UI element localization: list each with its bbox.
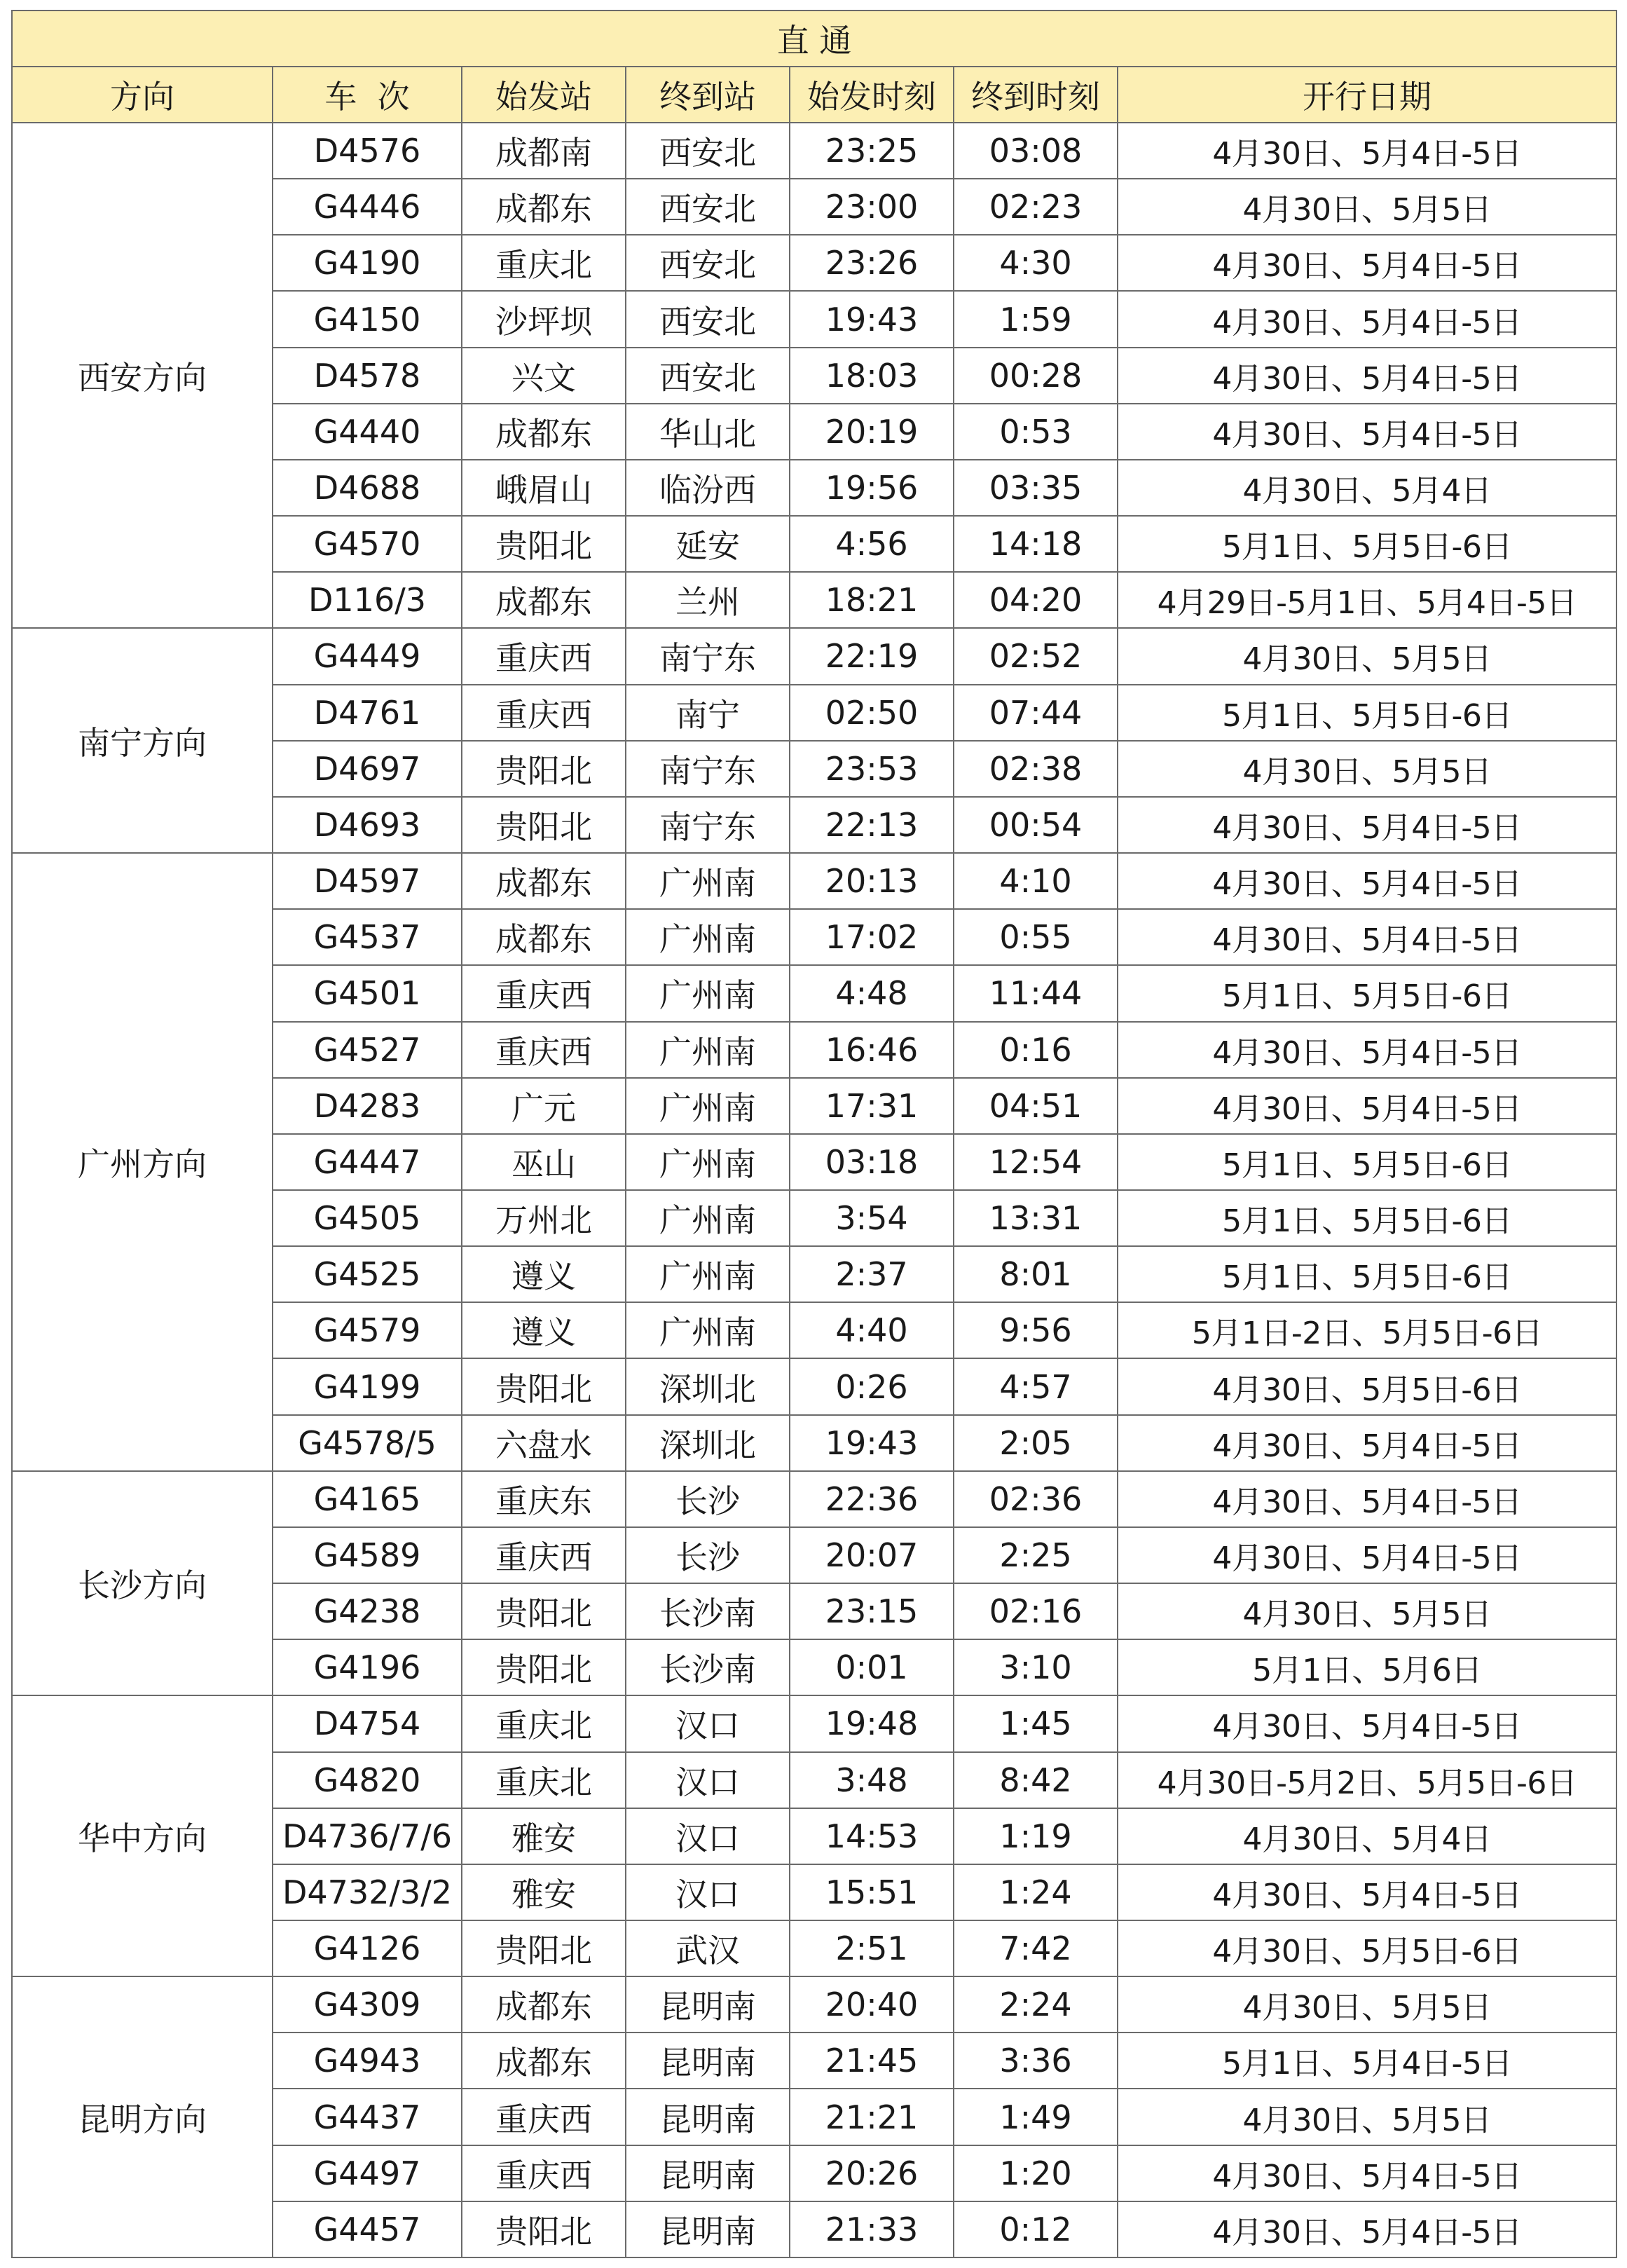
- origin-station-cell: 重庆北: [462, 1695, 626, 1751]
- departure-time-cell: 23:00: [790, 179, 954, 235]
- operating-dates-cell: 5月1日、5月4日-5日: [1118, 2033, 1616, 2089]
- destination-station-cell: 南宁东: [626, 628, 790, 684]
- destination-station-cell: 南宁: [626, 685, 790, 741]
- origin-station-cell: 成都南: [462, 123, 626, 179]
- table-header: [12, 11, 1616, 123]
- destination-station-cell: 广州南: [626, 1190, 790, 1246]
- arrival-time-cell: 1:19: [954, 1808, 1118, 1864]
- origin-station-cell: 广元: [462, 1078, 626, 1134]
- arrival-time-cell: 2:24: [954, 1976, 1118, 2033]
- arrival-time-cell: 00:54: [954, 797, 1118, 853]
- destination-station-cell: 西安北: [626, 179, 790, 235]
- arrival-time-cell: 03:35: [954, 460, 1118, 516]
- arrival-time-cell: 02:36: [954, 1471, 1118, 1527]
- destination-station-cell: 长沙: [626, 1527, 790, 1583]
- departure-time-cell: 0:01: [790, 1639, 954, 1695]
- train-number-cell: G4238: [273, 1583, 462, 1639]
- direction-cell: 昆明方向: [12, 1976, 273, 2257]
- destination-station-cell: 昆明南: [626, 2089, 790, 2145]
- arrival-time-cell: 02:52: [954, 628, 1118, 684]
- train-number-cell: D4693: [273, 797, 462, 853]
- destination-station-cell: 昆明南: [626, 2033, 790, 2089]
- col-header-origin: 始发站: [462, 67, 626, 123]
- arrival-time-cell: 4:57: [954, 1358, 1118, 1414]
- train-number-cell: G4578/5: [273, 1415, 462, 1471]
- operating-dates-cell: 4月30日、5月4日-5日: [1118, 123, 1616, 179]
- arrival-time-cell: 4:10: [954, 853, 1118, 909]
- operating-dates-cell: 5月1日、5月5日-6日: [1118, 685, 1616, 741]
- operating-dates-cell: 4月30日、5月4日-5日: [1118, 1078, 1616, 1134]
- destination-station-cell: 汉口: [626, 1695, 790, 1751]
- train-number-cell: G4449: [273, 628, 462, 684]
- direction-cell: 西安方向: [12, 123, 273, 628]
- table-row: [12, 123, 1616, 179]
- operating-dates-cell: 4月30日、5月5日: [1118, 1583, 1616, 1639]
- operating-dates-cell: 5月1日、5月5日-6日: [1118, 965, 1616, 1021]
- train-number-cell: G4497: [273, 2145, 462, 2201]
- origin-station-cell: 重庆北: [462, 235, 626, 291]
- arrival-time-cell: 9:56: [954, 1302, 1118, 1358]
- train-number-cell: G4196: [273, 1639, 462, 1695]
- train-number-cell: G4570: [273, 516, 462, 572]
- train-number-cell: D4736/7/6: [273, 1808, 462, 1864]
- arrival-time-cell: 0:12: [954, 2201, 1118, 2257]
- departure-time-cell: 21:21: [790, 2089, 954, 2145]
- origin-station-cell: 重庆西: [462, 1527, 626, 1583]
- arrival-time-cell: 0:16: [954, 1022, 1118, 1078]
- destination-station-cell: 武汉: [626, 1920, 790, 1976]
- train-number-cell: G4447: [273, 1134, 462, 1190]
- destination-station-cell: 南宁东: [626, 741, 790, 797]
- operating-dates-cell: 4月30日、5月4日-5日: [1118, 797, 1616, 853]
- origin-station-cell: 巫山: [462, 1134, 626, 1190]
- origin-station-cell: 重庆西: [462, 965, 626, 1021]
- departure-time-cell: 17:31: [790, 1078, 954, 1134]
- arrival-time-cell: 04:51: [954, 1078, 1118, 1134]
- origin-station-cell: 沙坪坝: [462, 291, 626, 347]
- train-number-cell: D116/3: [273, 572, 462, 628]
- operating-dates-cell: 4月30日、5月4日-5日: [1118, 909, 1616, 965]
- departure-time-cell: 23:15: [790, 1583, 954, 1639]
- origin-station-cell: 成都东: [462, 853, 626, 909]
- destination-station-cell: 西安北: [626, 291, 790, 347]
- destination-station-cell: 长沙: [626, 1471, 790, 1527]
- departure-time-cell: 20:07: [790, 1527, 954, 1583]
- operating-dates-cell: 4月30日、5月5日: [1118, 628, 1616, 684]
- destination-station-cell: 兰州: [626, 572, 790, 628]
- arrival-time-cell: 4:30: [954, 235, 1118, 291]
- arrival-time-cell: 02:16: [954, 1583, 1118, 1639]
- train-number-cell: G4579: [273, 1302, 462, 1358]
- destination-station-cell: 昆明南: [626, 2145, 790, 2201]
- train-number-cell: G4589: [273, 1527, 462, 1583]
- origin-station-cell: 重庆西: [462, 685, 626, 741]
- operating-dates-cell: 4月30日、5月5日-6日: [1118, 1920, 1616, 1976]
- title-row: [12, 11, 1616, 67]
- departure-time-cell: 22:13: [790, 797, 954, 853]
- destination-station-cell: 广州南: [626, 1022, 790, 1078]
- departure-time-cell: 3:48: [790, 1752, 954, 1808]
- operating-dates-cell: 5月1日、5月5日-6日: [1118, 1134, 1616, 1190]
- departure-time-cell: 18:21: [790, 572, 954, 628]
- destination-station-cell: 汉口: [626, 1808, 790, 1864]
- origin-station-cell: 贵阳北: [462, 2201, 626, 2257]
- train-number-cell: G4165: [273, 1471, 462, 1527]
- col-header-direction: 方向: [12, 67, 273, 123]
- departure-time-cell: 20:13: [790, 853, 954, 909]
- operating-dates-cell: 4月30日、5月4日-5日: [1118, 1415, 1616, 1471]
- operating-dates-cell: 4月30日、5月5日: [1118, 2089, 1616, 2145]
- operating-dates-cell: 4月30日、5月4日-5日: [1118, 853, 1616, 909]
- origin-station-cell: 遵义: [462, 1246, 626, 1302]
- departure-time-cell: 19:48: [790, 1695, 954, 1751]
- destination-station-cell: 广州南: [626, 1134, 790, 1190]
- origin-station-cell: 贵阳北: [462, 1639, 626, 1695]
- train-number-cell: G4943: [273, 2033, 462, 2089]
- departure-time-cell: 03:18: [790, 1134, 954, 1190]
- origin-station-cell: 重庆东: [462, 1471, 626, 1527]
- arrival-time-cell: 00:28: [954, 348, 1118, 404]
- destination-station-cell: 广州南: [626, 1078, 790, 1134]
- origin-station-cell: 重庆北: [462, 1752, 626, 1808]
- table-row: [12, 1695, 1616, 1751]
- direction-cell: 南宁方向: [12, 628, 273, 853]
- operating-dates-cell: 4月30日、5月4日-5日: [1118, 1471, 1616, 1527]
- operating-dates-cell: 4月30日、5月4日-5日: [1118, 2201, 1616, 2257]
- table-row: [12, 1471, 1616, 1527]
- operating-dates-cell: 4月30日、5月4日-5日: [1118, 1527, 1616, 1583]
- origin-station-cell: 成都东: [462, 404, 626, 460]
- col-header-train-number: 车 次: [273, 67, 462, 123]
- destination-station-cell: 深圳北: [626, 1415, 790, 1471]
- origin-station-cell: 雅安: [462, 1864, 626, 1920]
- origin-station-cell: 成都东: [462, 909, 626, 965]
- origin-station-cell: 遵义: [462, 1302, 626, 1358]
- table-body: [12, 123, 1616, 2257]
- destination-station-cell: 长沙南: [626, 1639, 790, 1695]
- departure-time-cell: 18:03: [790, 348, 954, 404]
- arrival-time-cell: 2:25: [954, 1527, 1118, 1583]
- arrival-time-cell: 7:42: [954, 1920, 1118, 1976]
- operating-dates-cell: 4月30日、5月5日: [1118, 741, 1616, 797]
- departure-time-cell: 14:53: [790, 1808, 954, 1864]
- arrival-time-cell: 8:01: [954, 1246, 1118, 1302]
- operating-dates-cell: 4月30日、5月4日-5日: [1118, 1864, 1616, 1920]
- origin-station-cell: 六盘水: [462, 1415, 626, 1471]
- operating-dates-cell: 4月30日-5月2日、5月5日-6日: [1118, 1752, 1616, 1808]
- operating-dates-cell: 4月29日-5月1日、5月4日-5日: [1118, 572, 1616, 628]
- destination-station-cell: 南宁东: [626, 797, 790, 853]
- origin-station-cell: 万州北: [462, 1190, 626, 1246]
- operating-dates-cell: 4月30日、5月4日-5日: [1118, 348, 1616, 404]
- operating-dates-cell: 4月30日、5月4日-5日: [1118, 2145, 1616, 2201]
- destination-station-cell: 延安: [626, 516, 790, 572]
- arrival-time-cell: 1:24: [954, 1864, 1118, 1920]
- origin-station-cell: 成都东: [462, 572, 626, 628]
- origin-station-cell: 重庆西: [462, 2145, 626, 2201]
- arrival-time-cell: 1:59: [954, 291, 1118, 347]
- departure-time-cell: 02:50: [790, 685, 954, 741]
- arrival-time-cell: 07:44: [954, 685, 1118, 741]
- train-schedule-table: [11, 10, 1617, 2258]
- origin-station-cell: 贵阳北: [462, 516, 626, 572]
- departure-time-cell: 19:43: [790, 291, 954, 347]
- departure-time-cell: 3:54: [790, 1190, 954, 1246]
- origin-station-cell: 成都东: [462, 2033, 626, 2089]
- departure-time-cell: 23:26: [790, 235, 954, 291]
- train-number-cell: D4732/3/2: [273, 1864, 462, 1920]
- departure-time-cell: 4:40: [790, 1302, 954, 1358]
- arrival-time-cell: 1:45: [954, 1695, 1118, 1751]
- origin-station-cell: 峨眉山: [462, 460, 626, 516]
- col-header-arrival-time: 终到时刻: [954, 67, 1118, 123]
- arrival-time-cell: 1:49: [954, 2089, 1118, 2145]
- train-number-cell: G4150: [273, 291, 462, 347]
- direction-cell: 广州方向: [12, 853, 273, 1471]
- operating-dates-cell: 4月30日、5月4日-5日: [1118, 291, 1616, 347]
- departure-time-cell: 21:33: [790, 2201, 954, 2257]
- operating-dates-cell: 5月1日-2日、5月5日-6日: [1118, 1302, 1616, 1358]
- origin-station-cell: 贵阳北: [462, 1583, 626, 1639]
- origin-station-cell: 贵阳北: [462, 1920, 626, 1976]
- origin-station-cell: 成都东: [462, 179, 626, 235]
- departure-time-cell: 20:26: [790, 2145, 954, 2201]
- arrival-time-cell: 14:18: [954, 516, 1118, 572]
- departure-time-cell: 23:53: [790, 741, 954, 797]
- train-number-cell: G4190: [273, 235, 462, 291]
- destination-station-cell: 临汾西: [626, 460, 790, 516]
- arrival-time-cell: 3:36: [954, 2033, 1118, 2089]
- table-row: [12, 628, 1616, 684]
- operating-dates-cell: 4月30日、5月4日: [1118, 460, 1616, 516]
- destination-station-cell: 广州南: [626, 853, 790, 909]
- departure-time-cell: 2:37: [790, 1246, 954, 1302]
- train-number-cell: D4754: [273, 1695, 462, 1751]
- train-number-cell: D4688: [273, 460, 462, 516]
- col-header-departure-time: 始发时刻: [790, 67, 954, 123]
- origin-station-cell: 重庆西: [462, 1022, 626, 1078]
- arrival-time-cell: 03:08: [954, 123, 1118, 179]
- train-number-cell: G4446: [273, 179, 462, 235]
- arrival-time-cell: 0:55: [954, 909, 1118, 965]
- destination-station-cell: 华山北: [626, 404, 790, 460]
- departure-time-cell: 19:56: [790, 460, 954, 516]
- origin-station-cell: 成都东: [462, 1976, 626, 2033]
- train-number-cell: G4126: [273, 1920, 462, 1976]
- destination-station-cell: 西安北: [626, 348, 790, 404]
- destination-station-cell: 广州南: [626, 909, 790, 965]
- arrival-time-cell: 02:23: [954, 179, 1118, 235]
- destination-station-cell: 昆明南: [626, 2201, 790, 2257]
- train-number-cell: G4820: [273, 1752, 462, 1808]
- train-number-cell: G4527: [273, 1022, 462, 1078]
- departure-time-cell: 4:48: [790, 965, 954, 1021]
- destination-station-cell: 长沙南: [626, 1583, 790, 1639]
- departure-time-cell: 20:19: [790, 404, 954, 460]
- arrival-time-cell: 13:31: [954, 1190, 1118, 1246]
- operating-dates-cell: 4月30日、5月4日: [1118, 1808, 1616, 1864]
- arrival-time-cell: 04:20: [954, 572, 1118, 628]
- origin-station-cell: 贵阳北: [462, 741, 626, 797]
- departure-time-cell: 23:25: [790, 123, 954, 179]
- departure-time-cell: 20:40: [790, 1976, 954, 2033]
- departure-time-cell: 16:46: [790, 1022, 954, 1078]
- departure-time-cell: 15:51: [790, 1864, 954, 1920]
- origin-station-cell: 贵阳北: [462, 797, 626, 853]
- operating-dates-cell: 4月30日、5月4日-5日: [1118, 1022, 1616, 1078]
- destination-station-cell: 汉口: [626, 1752, 790, 1808]
- direction-cell: 华中方向: [12, 1695, 273, 1976]
- operating-dates-cell: 4月30日、5月5日: [1118, 179, 1616, 235]
- operating-dates-cell: 4月30日、5月5日: [1118, 1976, 1616, 2033]
- train-number-cell: G4537: [273, 909, 462, 965]
- destination-station-cell: 广州南: [626, 1246, 790, 1302]
- operating-dates-cell: 5月1日、5月5日-6日: [1118, 1246, 1616, 1302]
- destination-station-cell: 昆明南: [626, 1976, 790, 2033]
- operating-dates-cell: 4月30日、5月4日-5日: [1118, 235, 1616, 291]
- arrival-time-cell: 1:20: [954, 2145, 1118, 2201]
- direction-cell: 长沙方向: [12, 1471, 273, 1696]
- departure-time-cell: 17:02: [790, 909, 954, 965]
- train-number-cell: G4525: [273, 1246, 462, 1302]
- train-number-cell: D4697: [273, 741, 462, 797]
- origin-station-cell: 贵阳北: [462, 1358, 626, 1414]
- train-number-cell: D4578: [273, 348, 462, 404]
- arrival-time-cell: 11:44: [954, 965, 1118, 1021]
- origin-station-cell: 雅安: [462, 1808, 626, 1864]
- train-number-cell: G4505: [273, 1190, 462, 1246]
- operating-dates-cell: 4月30日、5月5日-6日: [1118, 1358, 1616, 1414]
- col-header-destination: 终到站: [626, 67, 790, 123]
- column-header-row: [12, 67, 1616, 123]
- departure-time-cell: 22:36: [790, 1471, 954, 1527]
- arrival-time-cell: 12:54: [954, 1134, 1118, 1190]
- departure-time-cell: 21:45: [790, 2033, 954, 2089]
- origin-station-cell: 重庆西: [462, 628, 626, 684]
- train-number-cell: D4576: [273, 123, 462, 179]
- arrival-time-cell: 2:05: [954, 1415, 1118, 1471]
- destination-station-cell: 西安北: [626, 123, 790, 179]
- destination-station-cell: 深圳北: [626, 1358, 790, 1414]
- operating-dates-cell: 5月1日、5月5日-6日: [1118, 516, 1616, 572]
- train-number-cell: G4309: [273, 1976, 462, 2033]
- train-number-cell: G4501: [273, 965, 462, 1021]
- arrival-time-cell: 0:53: [954, 404, 1118, 460]
- table-row: [12, 853, 1616, 909]
- destination-station-cell: 广州南: [626, 1302, 790, 1358]
- operating-dates-cell: 5月1日、5月5日-6日: [1118, 1190, 1616, 1246]
- origin-station-cell: 重庆西: [462, 2089, 626, 2145]
- departure-time-cell: 22:19: [790, 628, 954, 684]
- destination-station-cell: 广州南: [626, 965, 790, 1021]
- departure-time-cell: 2:51: [790, 1920, 954, 1976]
- destination-station-cell: 汉口: [626, 1864, 790, 1920]
- train-number-cell: D4761: [273, 685, 462, 741]
- col-header-operating-dates: 开行日期: [1118, 67, 1616, 123]
- arrival-time-cell: 3:10: [954, 1639, 1118, 1695]
- operating-dates-cell: 5月1日、5月6日: [1118, 1639, 1616, 1695]
- departure-time-cell: 0:26: [790, 1358, 954, 1414]
- train-number-cell: D4597: [273, 853, 462, 909]
- train-number-cell: G4199: [273, 1358, 462, 1414]
- train-number-cell: D4283: [273, 1078, 462, 1134]
- operating-dates-cell: 4月30日、5月4日-5日: [1118, 404, 1616, 460]
- departure-time-cell: 4:56: [790, 516, 954, 572]
- train-number-cell: G4437: [273, 2089, 462, 2145]
- train-number-cell: G4457: [273, 2201, 462, 2257]
- table-title: 直 通: [12, 11, 1616, 67]
- operating-dates-cell: 4月30日、5月4日-5日: [1118, 1695, 1616, 1751]
- origin-station-cell: 兴文: [462, 348, 626, 404]
- destination-station-cell: 西安北: [626, 235, 790, 291]
- arrival-time-cell: 8:42: [954, 1752, 1118, 1808]
- arrival-time-cell: 02:38: [954, 741, 1118, 797]
- table-row: [12, 1976, 1616, 2033]
- departure-time-cell: 19:43: [790, 1415, 954, 1471]
- train-number-cell: G4440: [273, 404, 462, 460]
